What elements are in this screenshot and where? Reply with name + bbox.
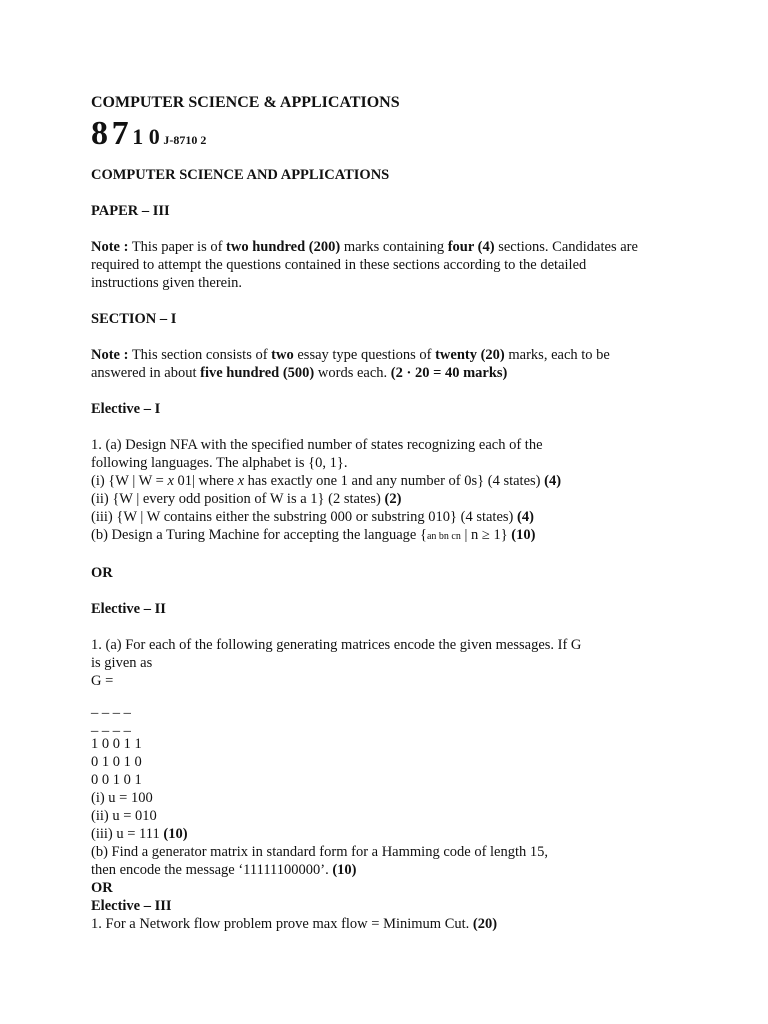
elective-2-question: 1. (a) For each of the following generating matrices encode the given messages. If G is given as G = _ _ _ _ _ _ _ _ 1 0 0 1 1 0 1 0 1 0 0 0 1 0 1 (i) u = 100 (ii) u = 010 (iii) u = 111 (10) (b) Find a generator matrix in standard form for a Hamming code of length 15, then encode the message ‘11111100000’. (10) [91, 636, 731, 879]
note-label: Note : [91, 239, 129, 255]
code-digits-mid: 1 0 [132, 124, 160, 149]
matrix-row: 0 1 0 1 0 [91, 754, 142, 770]
code-digit-1: 8 [91, 115, 108, 152]
note-paper: Note : This paper is of two hundred (200) marks containing four (4) sections. Candidates are required to attempt the questions contained in these sections according to the detailed instructions given therein. [91, 239, 638, 291]
matrix-row: 1 0 0 1 1 [91, 736, 142, 752]
elective-2-heading: Elective – II [91, 601, 166, 617]
matrix-row: 0 0 1 0 1 [91, 772, 142, 788]
code-digit-2: 7 [111, 115, 129, 152]
or-separator: OR [91, 880, 113, 896]
elective-1-heading: Elective – I [91, 401, 161, 417]
paper-label: PAPER – III [91, 203, 170, 219]
subtitle: COMPUTER SCIENCE AND APPLICATIONS [91, 167, 390, 183]
paper-code [91, 114, 731, 154]
elective-1-question: 1. (a) Design NFA with the specified number of states recognizing each of the following languages. The alphabet is {0, 1}. (i) {W | W = x 01| where x has exactly one 1 and any number of 0s} (4 states) (4) (ii) {W | every odd position of W is a 1} (2 states) (2) (iii) {W | W contains either the substring 000 or substring 010} (4 states) (4) (b) Design a Turing Machine for accepting the language {an bn cn | n ≥ 1} (10) [91, 437, 562, 543]
or-separator: OR [91, 565, 113, 581]
document-page [91, 92, 731, 933]
document-title: COMPUTER SCIENCE & APPLICATIONS [91, 94, 400, 111]
section-heading: SECTION – I [91, 311, 177, 327]
code-small: J-8710 2 [163, 133, 207, 147]
note-label: Note : [91, 347, 129, 363]
elective-3-question: 1. For a Network flow problem prove max flow = Minimum Cut. (20) [91, 916, 498, 932]
elective-3-heading: Elective – III [91, 898, 172, 914]
note-section: Note : This section consists of two essay type questions of twenty (20) marks, each to be answered in about five hundred (500) words each. (2 · 20 = 40 marks) [91, 347, 610, 381]
